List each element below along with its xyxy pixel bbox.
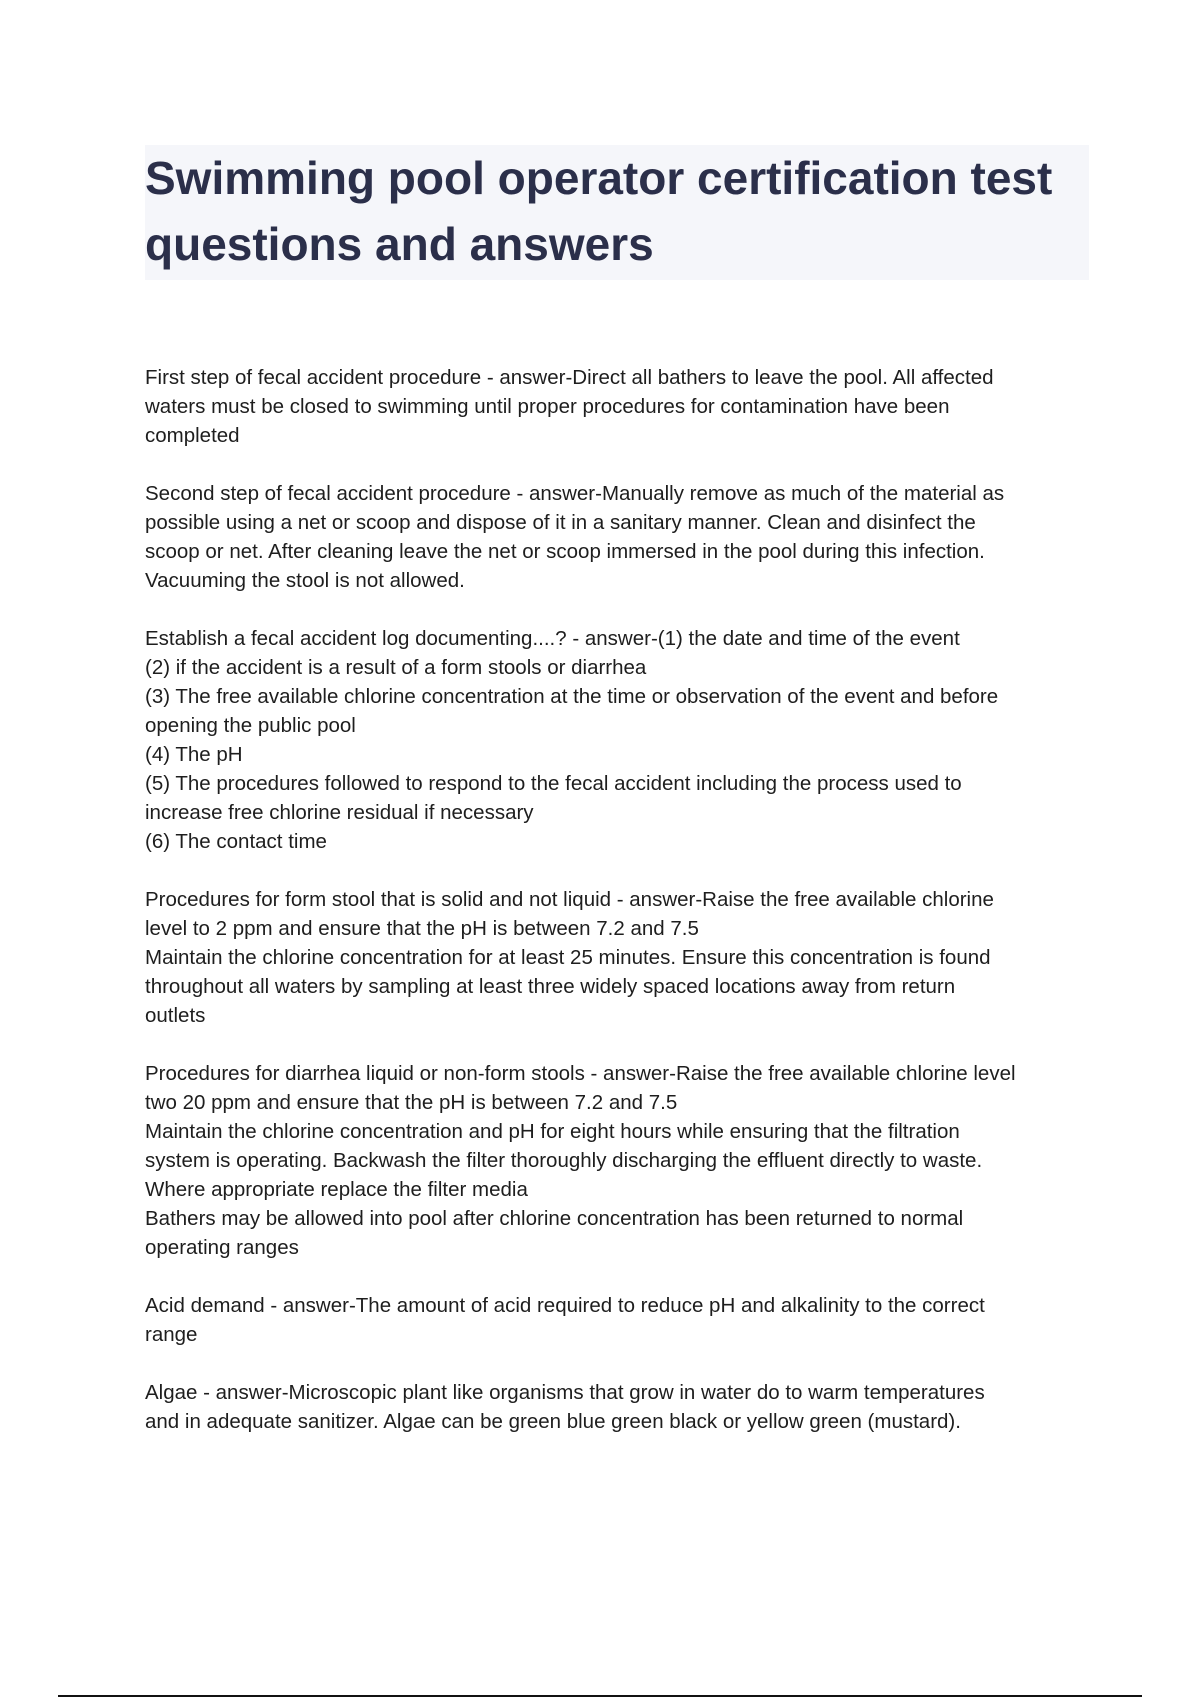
qa-line: Procedures for form stool that is solid and not liquid - answer-Raise the free available chlorine bbox=[145, 888, 994, 911]
qa-line: First step of fecal accident procedure - answer-Direct all bathers to leave the pool. All affected bbox=[145, 366, 994, 389]
title-line: Swimming pool operator certification test bbox=[145, 152, 1053, 204]
qa-line: (5) The procedures followed to respond to the fecal accident including the process used to bbox=[145, 772, 962, 795]
qa-line: system is operating. Backwash the filter thoroughly discharging the effluent directly to waste. bbox=[145, 1149, 983, 1172]
qa-line: increase free chlorine residual if necessary bbox=[145, 801, 534, 824]
qa-entry bbox=[145, 885, 1095, 1030]
qa-line: completed bbox=[145, 424, 240, 447]
title-line: questions and answers bbox=[145, 218, 654, 270]
qa-line: possible using a net or scoop and dispose of it in a sanitary manner. Clean and disinfect the bbox=[145, 511, 976, 534]
qa-entry bbox=[145, 1291, 1095, 1349]
qa-line: throughout all waters by sampling at least three widely spaced locations away from return bbox=[145, 975, 956, 998]
qa-line: Vacuuming the stool is not allowed. bbox=[145, 569, 465, 592]
qa-line: waters must be closed to swimming until proper procedures for contamination have been bbox=[145, 395, 950, 418]
qa-line: and in adequate sanitizer. Algae can be green blue green black or yellow green (mustard). bbox=[145, 1410, 961, 1433]
qa-line: Maintain the chlorine concentration and pH for eight hours while ensuring that the filtration bbox=[145, 1120, 960, 1143]
qa-line: two 20 ppm and ensure that the pH is between 7.2 and 7.5 bbox=[145, 1091, 678, 1114]
footer-divider bbox=[58, 1695, 1142, 1697]
qa-line: (3) The free available chlorine concentration at the time or observation of the event and before bbox=[145, 685, 999, 708]
qa-line: Procedures for diarrhea liquid or non-form stools - answer-Raise the free available chlorine level bbox=[145, 1062, 1016, 1085]
qa-line: scoop or net. After cleaning leave the net or scoop immersed in the pool during this infection. bbox=[145, 540, 985, 563]
qa-line: Second step of fecal accident procedure - answer-Manually remove as much of the material as bbox=[145, 482, 1005, 505]
qa-line: Acid demand - answer-The amount of acid required to reduce pH and alkalinity to the correct bbox=[145, 1294, 985, 1317]
qa-line: Where appropriate replace the filter media bbox=[145, 1178, 528, 1201]
qa-entry bbox=[145, 1378, 1095, 1436]
qa-line: operating ranges bbox=[145, 1236, 299, 1259]
qa-entry bbox=[145, 624, 1095, 856]
page-title bbox=[145, 145, 1089, 277]
qa-line: level to 2 ppm and ensure that the pH is between 7.2 and 7.5 bbox=[145, 917, 699, 940]
qa-line: Algae - answer-Microscopic plant like organisms that grow in water do to warm temperatures bbox=[145, 1381, 985, 1404]
qa-line: Establish a fecal accident log documenting....? - answer-(1) the date and time of the event bbox=[145, 627, 960, 650]
qa-entry bbox=[145, 363, 1095, 450]
qa-line: (6) The contact time bbox=[145, 830, 327, 853]
title-banner bbox=[145, 145, 1089, 280]
qa-line: (2) if the accident is a result of a form stools or diarrhea bbox=[145, 656, 647, 679]
qa-line: Maintain the chlorine concentration for at least 25 minutes. Ensure this concentration is found bbox=[145, 946, 991, 969]
qa-entry bbox=[145, 1059, 1095, 1262]
qa-line: Bathers may be allowed into pool after chlorine concentration has been returned to normal bbox=[145, 1207, 964, 1230]
qa-list bbox=[145, 363, 1095, 1465]
qa-entry bbox=[145, 479, 1095, 595]
qa-line: range bbox=[145, 1323, 198, 1346]
qa-line: outlets bbox=[145, 1004, 206, 1027]
qa-line: (4) The pH bbox=[145, 743, 243, 766]
qa-line: opening the public pool bbox=[145, 714, 356, 737]
